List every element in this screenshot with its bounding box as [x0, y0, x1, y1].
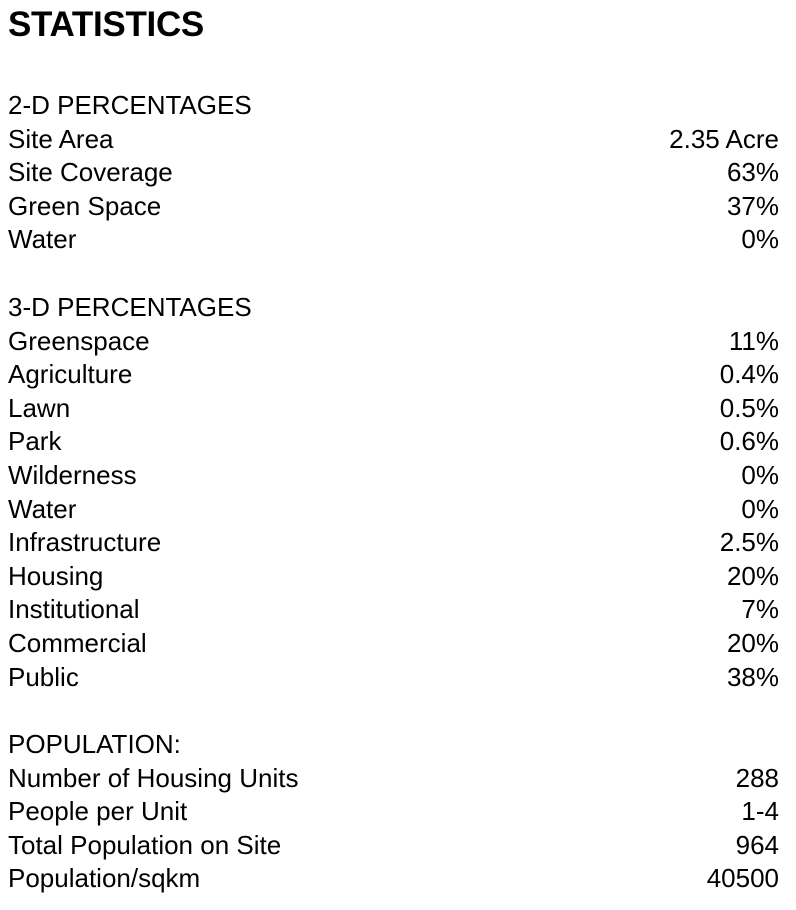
stat-label: Water: [8, 493, 77, 524]
stat-label: Wilderness: [8, 459, 137, 490]
stat-row-population-density: [8, 862, 779, 896]
stat-value: 0.4%: [719, 359, 779, 390]
stat-label: Agriculture: [8, 359, 133, 390]
stat-row-commercial: [8, 627, 779, 661]
spacer: [8, 694, 779, 728]
section-3d-percentages: [8, 291, 779, 694]
stat-row-green-space: [8, 190, 779, 224]
stat-row-site-area: [8, 123, 779, 157]
stat-value: 964: [735, 829, 779, 860]
page-title: STATISTICS: [8, 5, 204, 44]
stat-row-park: [8, 425, 779, 459]
stat-label: Infrastructure: [8, 527, 162, 558]
stat-label: People per Unit: [8, 796, 188, 827]
stat-value: 0%: [741, 493, 779, 524]
stat-row-housing-units: [8, 762, 779, 796]
stat-value: 20%: [726, 627, 779, 658]
stat-value: 38%: [726, 661, 779, 692]
stat-value: 11%: [728, 325, 779, 356]
stat-row-public: [8, 661, 779, 695]
stat-label: Lawn: [8, 392, 71, 423]
stat-row-greenspace: [8, 325, 779, 359]
stat-label: Public: [8, 661, 79, 692]
stat-row-water: [8, 493, 779, 527]
stat-value: 1-4: [741, 796, 779, 827]
stat-value: 63%: [726, 157, 779, 188]
stat-value: 288: [735, 762, 779, 793]
stat-value: 0.6%: [719, 426, 779, 457]
stat-label: Institutional: [8, 594, 140, 625]
section-heading: POPULATION:: [8, 729, 181, 760]
stat-value: 7%: [741, 594, 779, 625]
stat-row-institutional: [8, 593, 779, 627]
section-2d-percentages: [8, 89, 779, 257]
section-heading: 2-D PERCENTAGES: [8, 90, 252, 120]
stat-value: 2.35 Acre: [669, 123, 779, 154]
stat-label: Number of Housing Units: [8, 762, 299, 793]
stat-row-agriculture: [8, 358, 779, 392]
stat-row-wilderness: [8, 459, 779, 493]
stat-value: 2.5%: [719, 527, 779, 558]
stat-label: Greenspace: [8, 325, 150, 356]
stat-row-people-per-unit: [8, 795, 779, 829]
section-heading: 3-D PERCENTAGES: [8, 291, 252, 322]
spacer: [8, 257, 779, 291]
stat-value: 40500: [706, 863, 779, 894]
stat-label: Park: [8, 426, 62, 457]
stat-label: Site Area: [8, 123, 114, 154]
stat-row-total-population: [8, 829, 779, 863]
stat-label: Water: [8, 224, 77, 255]
spacer: [8, 45, 779, 89]
stat-row-water: [8, 223, 779, 257]
stat-value: 20%: [726, 560, 779, 591]
stat-label: Total Population on Site: [8, 829, 282, 860]
stat-value: 0%: [741, 459, 779, 490]
stat-label: Site Coverage: [8, 157, 173, 188]
stat-label: Housing: [8, 560, 104, 591]
section-population: [8, 728, 779, 896]
stat-label: Green Space: [8, 190, 162, 221]
stat-row-lawn: [8, 392, 779, 426]
stat-value: 37%: [726, 190, 779, 221]
stat-row-site-coverage: [8, 156, 779, 190]
stat-label: Population/sqkm: [8, 863, 201, 894]
stat-value: 0.5%: [719, 392, 779, 423]
stat-label: Commercial: [8, 627, 147, 658]
stat-row-housing: [8, 560, 779, 594]
statistics-sheet: [8, 5, 779, 896]
stat-value: 0%: [741, 224, 779, 255]
stat-row-infrastructure: [8, 526, 779, 560]
